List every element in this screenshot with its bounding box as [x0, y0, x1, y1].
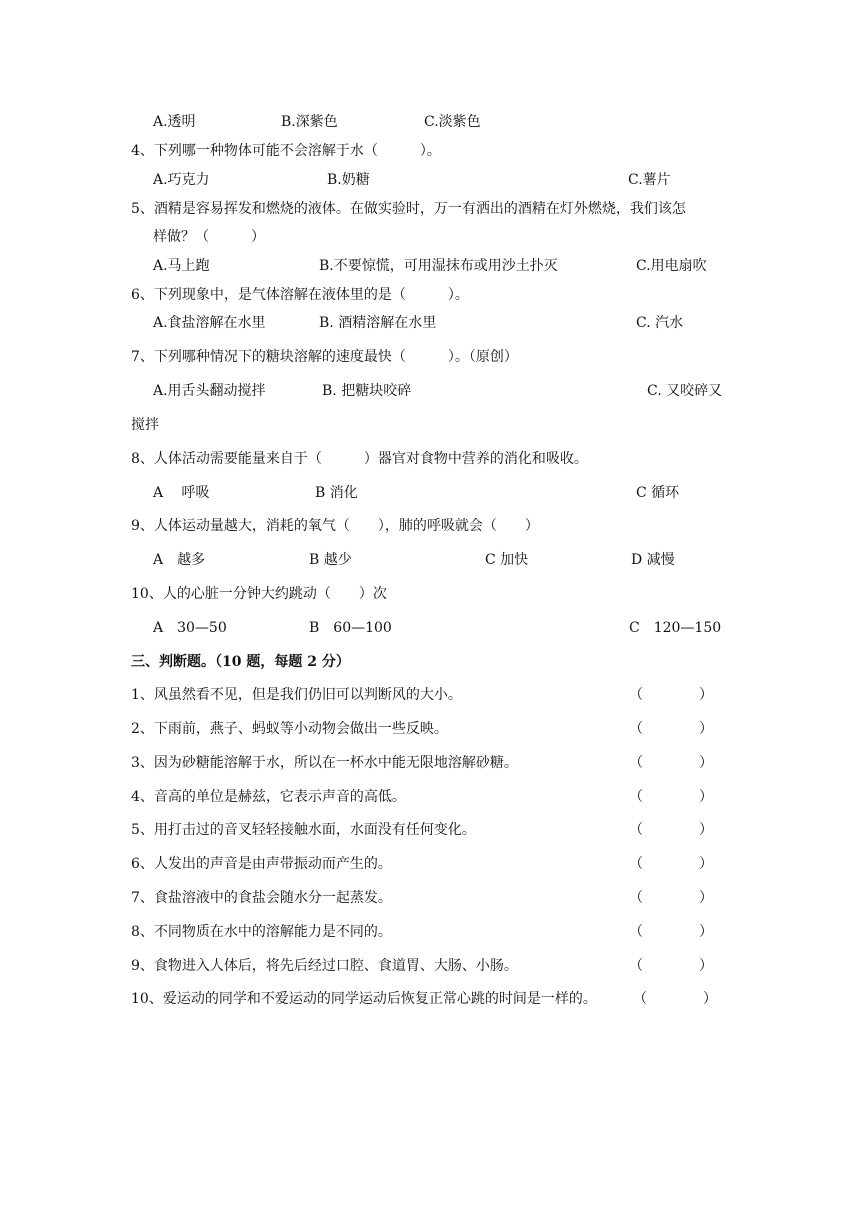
q10-option-c: C 120—150 — [629, 620, 722, 636]
judgment-item-text: 5、用打击过的音叉轻轻接触水面，水面没有任何变化。 — [131, 822, 476, 838]
judgment-answer-blank: （ ） — [629, 856, 713, 872]
q10-option-a: A 30—50 — [153, 620, 227, 636]
q3-option-c: C.淡紫色 — [424, 114, 481, 130]
judgment-item-text: 3、因为砂糖能溶解于水，所以在一杯水中能无限地溶解砂糖。 — [131, 755, 518, 771]
q8-option-b: B 消化 — [315, 485, 358, 501]
judgment-item-text: 1、风虽然看不见，但是我们仍旧可以判断风的大小。 — [131, 687, 462, 703]
q4-option-a: A.巧克力 — [153, 172, 210, 188]
q9-stem: 9、人体运动量越大，消耗的氧气（ ），肺的呼吸就会（ ） — [131, 518, 539, 534]
q4-stem: 4、下列哪一种物体可能不会溶解于水（ ）。 — [131, 143, 441, 159]
judgment-item-text: 9、食物进入人体后，将先后经过口腔、食道胃、大肠、小肠。 — [131, 958, 518, 974]
judgment-answer-blank: （ ） — [629, 822, 713, 838]
q5-option-c: C.用电扇吹 — [636, 258, 707, 274]
q9-option-a: A 越多 — [153, 552, 206, 568]
judgment-answer-blank: （ ） — [629, 789, 713, 805]
section3-heading: 三、判断题。（10 题，每题 2 分） — [131, 654, 350, 670]
judgment-answer-blank: （ ） — [629, 890, 713, 906]
q5-stem-line1: 5、酒精是容易挥发和燃烧的液体。在做实验时，万一有洒出的酒精在灯外燃烧，我们该怎 — [131, 201, 686, 217]
q3-option-b: B.深紫色 — [281, 114, 338, 130]
q6-option-c: C. 汽水 — [636, 315, 684, 331]
judgment-item-text: 8、不同物质在水中的溶解能力是不同的。 — [131, 924, 392, 940]
q6-option-a: A.食盐溶解在水里 — [153, 315, 266, 331]
q8-option-c: C 循环 — [636, 485, 680, 501]
judgment-answer-blank: （ ） — [629, 721, 713, 737]
q7-stem: 7、下列哪种情况下的糖块溶解的速度最快（ ）。（原创） — [131, 349, 518, 365]
judgment-item-text: 7、食盐溶液中的食盐会随水分一起蒸发。 — [131, 890, 392, 906]
q5-stem-line2: 样做？（ ） — [153, 229, 265, 245]
q7-option-a: A.用舌头翻动搅拌 — [153, 383, 266, 399]
q7-option-c-continued: 搅拌 — [131, 417, 159, 433]
q8-stem: 8、人体活动需要能量来自于（ ）器官对食物中营养的消化和吸收。 — [131, 451, 588, 467]
q4-option-b: B.奶糖 — [327, 172, 370, 188]
judgment-answer-blank: （ ） — [629, 924, 713, 940]
judgment-item-text: 2、下雨前，燕子、蚂蚁等小动物会做出一些反映。 — [131, 721, 448, 737]
judgment-item-text: 10、爱运动的同学和不爱运动的同学运动后恢复正常心跳的时间是一样的。 — [131, 991, 597, 1007]
q3-option-a: A.透明 — [153, 114, 196, 130]
q5-option-b: B.不要惊慌，可用湿抹布或用沙土扑灭 — [319, 258, 558, 274]
q6-option-b: B. 酒精溶解在水里 — [319, 315, 437, 331]
q9-option-d: D 减慢 — [631, 552, 675, 568]
q8-option-a: A 呼吸 — [153, 485, 210, 501]
judgment-item-text: 4、音高的单位是赫兹，它表示声音的高低。 — [131, 789, 406, 805]
q4-option-c: C.薯片 — [628, 172, 671, 188]
q9-option-c: C 加快 — [485, 552, 529, 568]
judgment-answer-blank: （ ） — [629, 687, 713, 703]
q9-option-b: B 越少 — [309, 552, 352, 568]
q7-option-c: C. 又咬碎又 — [647, 383, 723, 399]
q10-stem: 10、人的心脏一分钟大约跳动（ ）次 — [131, 586, 387, 602]
q7-option-b: B. 把糖块咬碎 — [322, 383, 412, 399]
q6-stem: 6、下列现象中，是气体溶解在液体里的是（ ）。 — [131, 287, 469, 303]
judgment-item-text: 6、人发出的声音是由声带振动而产生的。 — [131, 856, 392, 872]
judgment-answer-blank: （ ） — [629, 755, 713, 771]
q5-option-a: A.马上跑 — [153, 258, 210, 274]
judgment-answer-blank: （ ） — [629, 958, 713, 974]
judgment-answer-blank: （ ） — [633, 991, 717, 1007]
q10-option-b: B 60—100 — [309, 620, 392, 636]
